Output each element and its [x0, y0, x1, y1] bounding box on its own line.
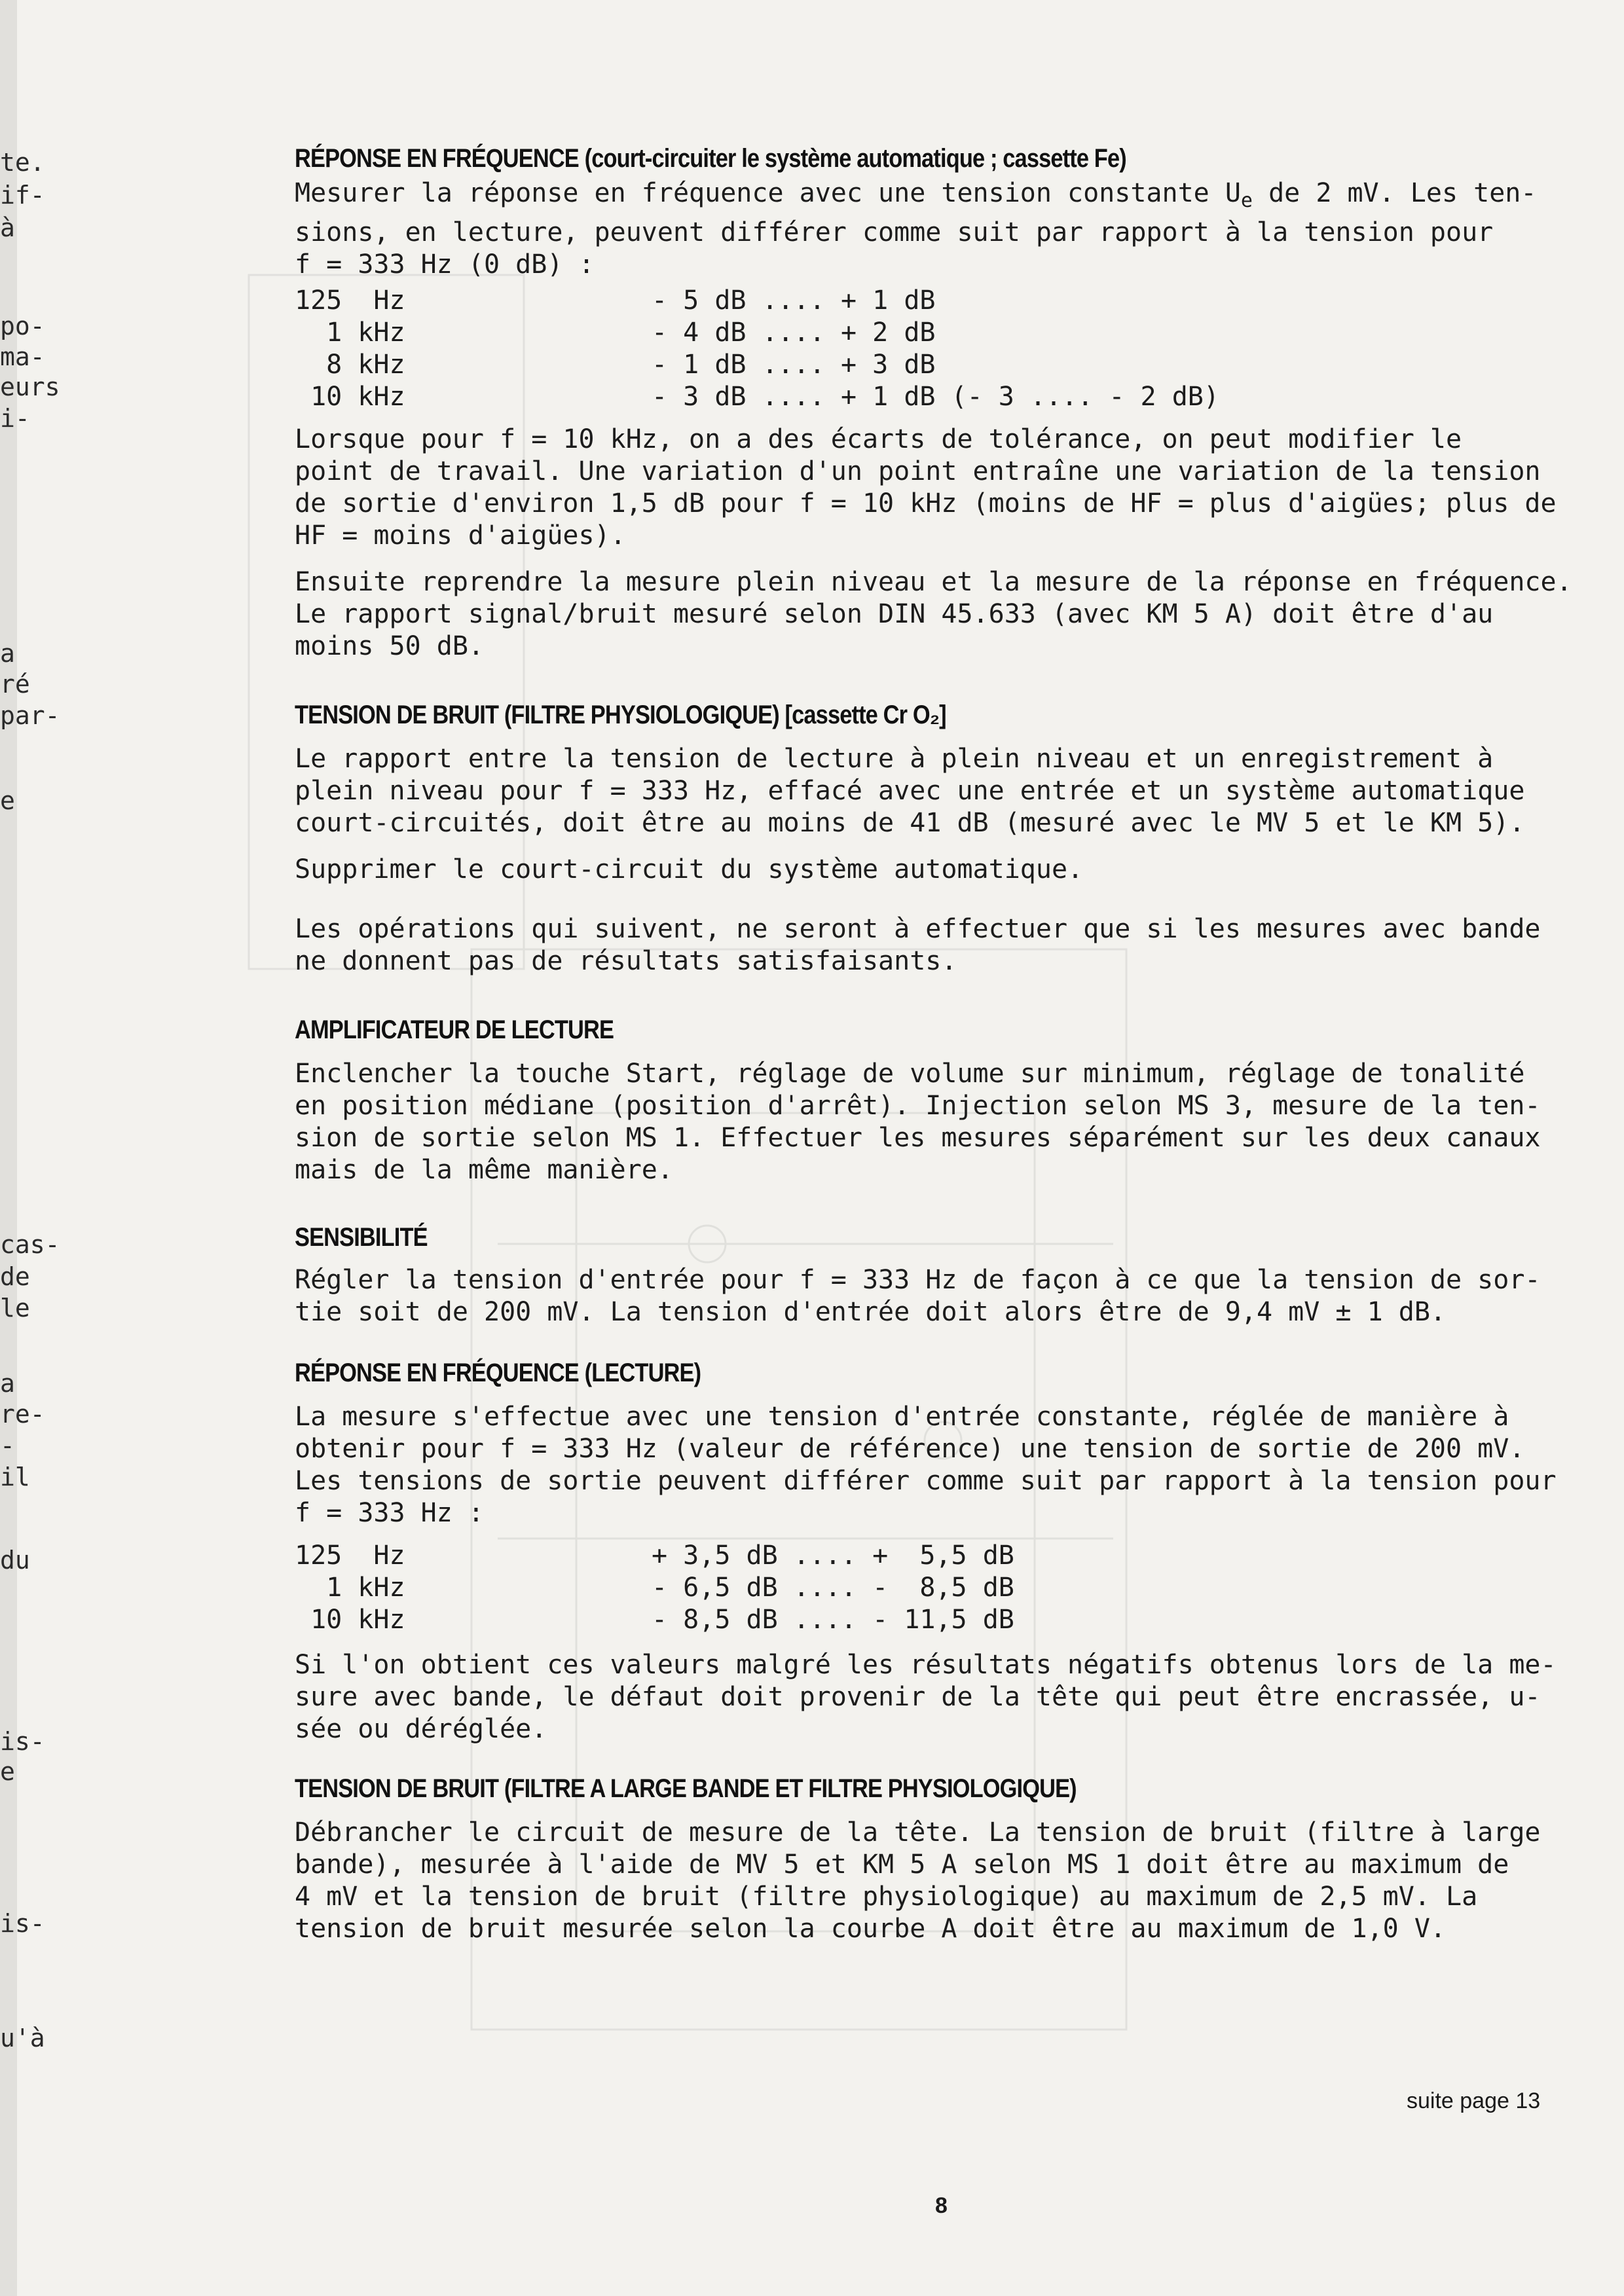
tolerance-table: [295, 1540, 1014, 1636]
margin-fragment: ma-: [0, 342, 45, 371]
paragraph: Débrancher le circuit de mesure de la tête. La tension de bruit (filtre à large bande), mesurée à l'aide de MV 5 et KM 5 A selon MS 1 doit être au maximum de 4 mV et la tension de bruit (filtre physiologique) au maximum de 2,5 mV. La tension de bruit mesurée selon la courbe A doit être au maximum de 1,0 V.: [295, 1817, 1541, 1944]
range-cell: + 3,5 dB .... + 5,5 dB: [652, 1540, 1014, 1571]
section-frequency-response-auto: [295, 144, 1617, 663]
margin-fragment: e: [0, 786, 15, 815]
paragraph: [295, 177, 1617, 281]
frequency-cell: 1 kHz: [295, 1573, 405, 1603]
margin-fragment: po-: [0, 312, 45, 340]
margin-fragment: te.: [0, 148, 45, 177]
frequency-cell: 10 kHz: [295, 1605, 405, 1635]
intro-text: Mesurer la réponse en fréquence avec une tension constante U: [295, 178, 1241, 208]
section-title: AMPLIFICATEUR DE LECTURE: [295, 1015, 614, 1044]
paragraph: Ensuite reprendre la mesure plein niveau et la mesure de la réponse en fréquence. Le rapport signal/bruit mesuré selon DIN 45.633 (avec KM 5 A) doit être d'au moins 50 dB.: [295, 567, 1572, 661]
intro-text-rest: de 2 mV. Les ten- sions, en lecture, peuvent différer comme suit par rapport à la tension pour f = 333 Hz (0 dB) :: [295, 178, 1537, 280]
section-title: TENSION DE BRUIT (FILTRE A LARGE BANDE ET FILTRE PHYSIOLOGIQUE): [295, 1774, 1077, 1803]
paragraph: Lorsque pour f = 10 kHz, on a des écarts de tolérance, on peut modifier le point de travail. Une variation d'un point entraîne une variation de la tension de sortie d'environ 1,5 dB pour f = 10 kHz (moins de HF = plus d'aigües; plus de HF = moins d'aigües).: [295, 424, 1557, 551]
margin-fragment: le: [0, 1294, 30, 1322]
paragraph: Les opérations qui suivent, ne seront à effectuer que si les mesures avec bande ne donnent pas de résultats satisfaisants.: [295, 914, 1541, 976]
margin-fragment: i-: [0, 404, 30, 433]
margin-fragment: cas-: [0, 1230, 60, 1259]
margin-fragment: re-: [0, 1400, 45, 1429]
section-frequency-response-playback: [295, 1358, 1617, 1745]
range-cell: - 1 dB .... + 3 dB: [652, 350, 936, 380]
document-body: [295, 144, 1617, 1945]
margin-fragment: is-: [0, 1909, 45, 1938]
section-title: RÉPONSE EN FRÉQUENCE (court-circuiter le système automatique ; cassette Fe): [295, 144, 1126, 173]
margin-fragment: e: [0, 1757, 15, 1786]
subscript: e: [1240, 189, 1253, 212]
paragraph: Supprimer le court-circuit du système automatique.: [295, 854, 1084, 884]
frequency-cell: 125 Hz: [295, 1540, 405, 1571]
paragraph: Enclencher la touche Start, réglage de volume sur minimum, réglage de tonalité en position médiane (position d'arrêt). Injection selon MS 3, mesure de la ten- sion de sortie selon MS 1. Effectuer les mesures séparément sur les deux canaux mais de la même manière.: [295, 1059, 1541, 1185]
tolerance-table: [295, 285, 1219, 413]
margin-fragment: ré: [0, 670, 30, 699]
section-noise-voltage-wideband: [295, 1774, 1617, 1945]
range-cell: - 8,5 dB .... - 11,5 dB: [652, 1605, 1014, 1635]
frequency-cell: 8 kHz: [295, 350, 405, 380]
margin-fragment: -: [0, 1431, 15, 1460]
frequency-cell: 10 kHz: [295, 382, 405, 412]
margin-fragment: de: [0, 1262, 30, 1291]
margin-fragment: du: [0, 1546, 30, 1575]
table-row: [295, 349, 1219, 381]
margin-fragment: a: [0, 1369, 15, 1398]
section-noise-voltage-physiological: [295, 701, 1617, 977]
range-cell: - 6,5 dB .... - 8,5 dB: [652, 1573, 1014, 1603]
margin-fragment: eurs: [0, 373, 60, 401]
section-playback-amplifier: [295, 1015, 1617, 1186]
range-cell: - 4 dB .... + 2 dB: [652, 318, 936, 348]
margin-fragment: à: [0, 213, 15, 242]
paragraph: Si l'on obtient ces valeurs malgré les résultats négatifs obtenus lors de la me- sure avec bande, le défaut doit provenir de la tête qui peut être encrassée, u- sée ou déréglée.: [295, 1650, 1557, 1744]
paragraph: Le rapport entre la tension de lecture à plein niveau et un enregistrement à plein niveau pour f = 333 Hz, effacé avec une entrée et un système automatique court-circuités, doit être au moins de 41 dB (mesuré avec le MV 5 et le KM 5).: [295, 744, 1525, 838]
section-title: SENSIBILITÉ: [295, 1223, 428, 1252]
frequency-cell: 1 kHz: [295, 318, 405, 348]
margin-fragment: is-: [0, 1727, 45, 1756]
page-number: 8: [935, 2193, 948, 2218]
margin-fragment: il: [0, 1463, 30, 1491]
table-row: [295, 381, 1219, 413]
section-sensitivity: [295, 1223, 1617, 1328]
margin-fragment: par-: [0, 701, 60, 730]
table-row: [295, 1540, 1014, 1572]
range-cell: - 3 dB .... + 1 dB (- 3 .... - 2 dB): [652, 382, 1219, 412]
paragraph: La mesure s'effectue avec une tension d'entrée constante, réglée de manière à obtenir pour f = 333 Hz (valeur de référence) une tension de sortie de 200 mV. Les tensions de sortie peuvent différer comme suit par rapport à la tension pour f = 333 Hz :: [295, 1402, 1557, 1528]
section-title: TENSION DE BRUIT (FILTRE PHYSIOLOGIQUE) [cassette Cr O₂]: [295, 701, 946, 729]
margin-fragment: if-: [0, 181, 45, 210]
table-row: [295, 1604, 1014, 1636]
margin-fragment: u'à: [0, 2024, 45, 2052]
table-row: [295, 1572, 1014, 1604]
section-title: RÉPONSE EN FRÉQUENCE (LECTURE): [295, 1358, 701, 1387]
margin-fragment: a: [0, 639, 15, 668]
table-row: [295, 317, 1219, 349]
paragraph: Régler la tension d'entrée pour f = 333 Hz de façon à ce que la tension de sor- tie soit de 200 mV. La tension d'entrée doit alors être de 9,4 mV ± 1 dB.: [295, 1265, 1541, 1327]
continued-note: suite page 13: [1407, 2088, 1541, 2113]
left-margin-bleed-text: [0, 0, 72, 2296]
range-cell: - 5 dB .... + 1 dB: [652, 285, 936, 316]
table-row: [295, 285, 1219, 317]
frequency-cell: 125 Hz: [295, 285, 405, 316]
